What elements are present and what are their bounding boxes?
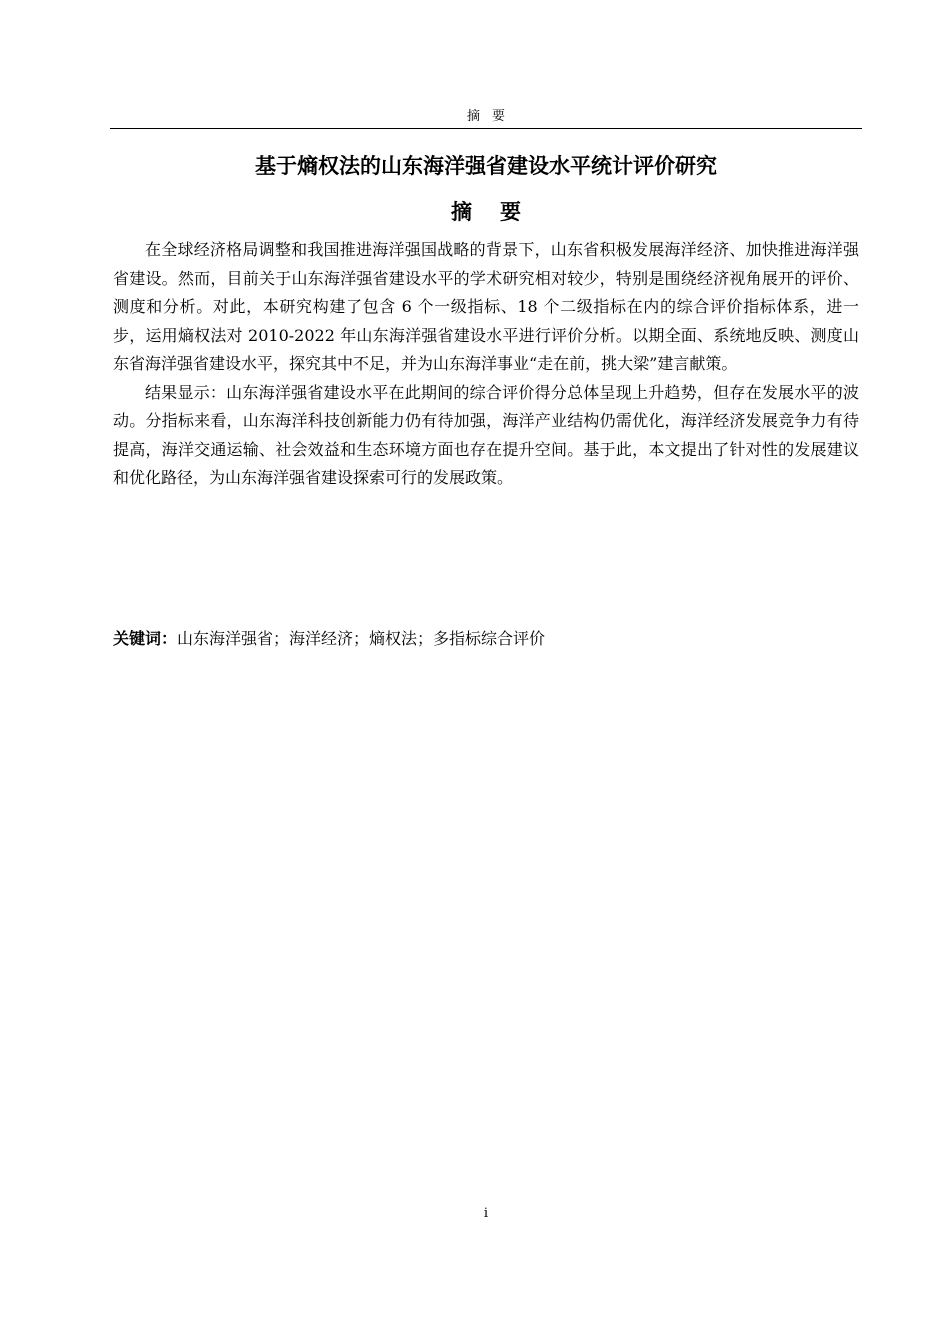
running-header: 摘要 [466, 109, 517, 124]
abstract-body [113, 236, 859, 493]
keywords-label: 关键词： [113, 629, 178, 648]
page-number: i [483, 1206, 489, 1221]
abstract-paragraph-2: 结果显示：山东海洋强省建设水平在此期间的综合评价得分总体呈现上升趋势，但存在发展水平的波动。分指标来看，山东海洋科技创新能力仍有待加强，海洋产业结构仍需优化，海洋经济发展竞争力有待提高，海洋交通运输、社会效益和生态环境方面也存在提升空间。基于此，本文提出了针对性的发展建议和优化路径，为山东海洋强省建设探索可行的发展政策。 [113, 382, 859, 487]
document-title: 基于熵权法的山东海洋强省建设水平统计评价研究 [255, 154, 717, 178]
header-rule [110, 128, 862, 129]
abstract-paragraph-1: 在全球经济格局调整和我国推进海洋强国战略的背景下，山东省积极发展海洋经济、加快推进海洋强省建设。然而，目前关于山东海洋强省建设水平的学术研究相对较少，特别是围绕经济视角展开的评价、测度和分析。对此，本研究构建了包含 6 个一级指标、18 个二级指标在内的综合评价指标体系，进一步，运用熵权法对 2010-2022 年山东海洋强省建设水平进行评价分析。以期全面、系统地反映、测度山东省海洋强省建设水平，探究其中不足，并为山东海洋事业“走在前，挑大梁”建言献策。 [113, 240, 859, 373]
keywords-line [113, 625, 859, 653]
keywords-list: 山东海洋强省；海洋经济；熵权法；多指标综合评价 [177, 629, 546, 648]
abstract-heading: 摘要 [451, 200, 549, 224]
